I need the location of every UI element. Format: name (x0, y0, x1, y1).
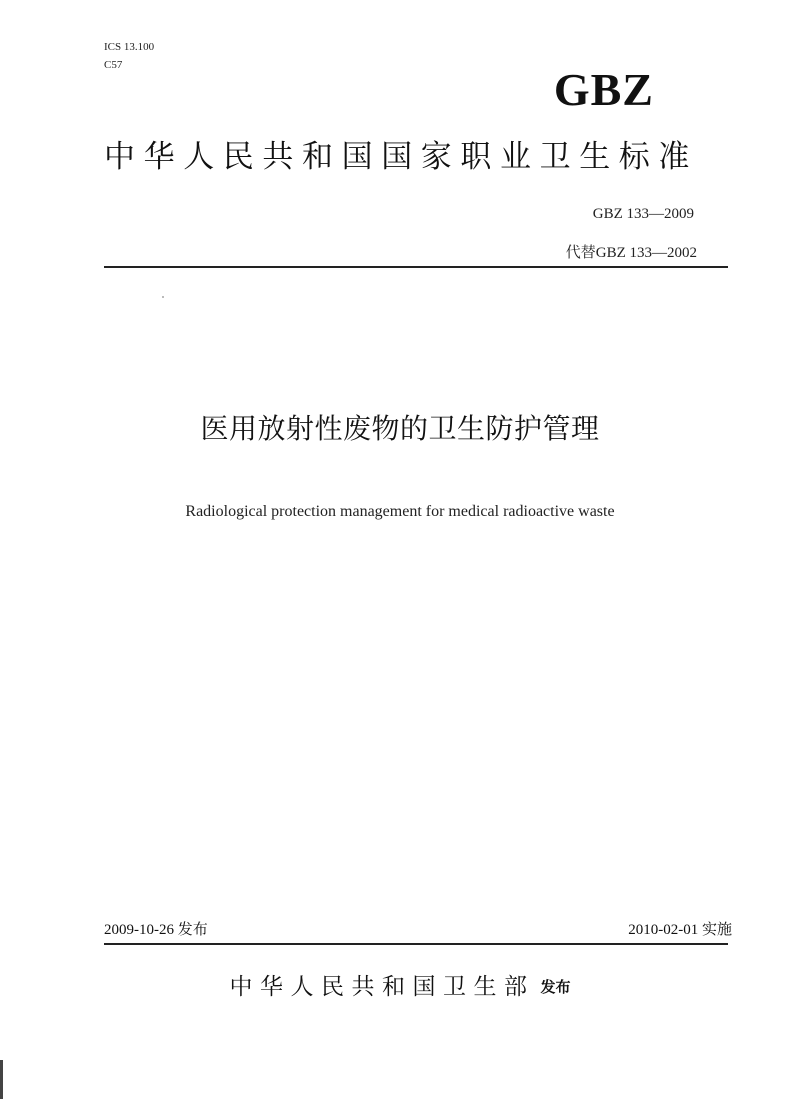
scan-edge-mark (0, 1060, 3, 1099)
ccs-code: C57 (104, 59, 123, 71)
document-title-english: Radiological protection management for medical radioactive waste (185, 503, 615, 520)
footer-divider (104, 943, 728, 945)
header-divider (104, 266, 728, 268)
issuing-authority: 中华人民共和国卫生部 (229, 974, 535, 1000)
gbz-logo: GBZ (553, 64, 654, 115)
scan-speck (162, 296, 164, 298)
standard-number: GBZ 133—2009 (592, 206, 694, 222)
issued-label: 发布 (540, 978, 571, 996)
standard-type-heading: 中华人民共和国国家职业卫生标准 (104, 139, 698, 175)
document-title-chinese: 医用放射性废物的卫生防护管理 (200, 412, 600, 445)
implementation-date: 2010-02-01 实施 (628, 922, 732, 938)
replaced-standard: 代替GBZ 133—2002 (565, 245, 697, 261)
issuer-line (0, 972, 800, 1002)
ics-code: ICS 13.100 (104, 41, 155, 53)
issue-date: 2009-10-26 发布 (104, 922, 208, 938)
